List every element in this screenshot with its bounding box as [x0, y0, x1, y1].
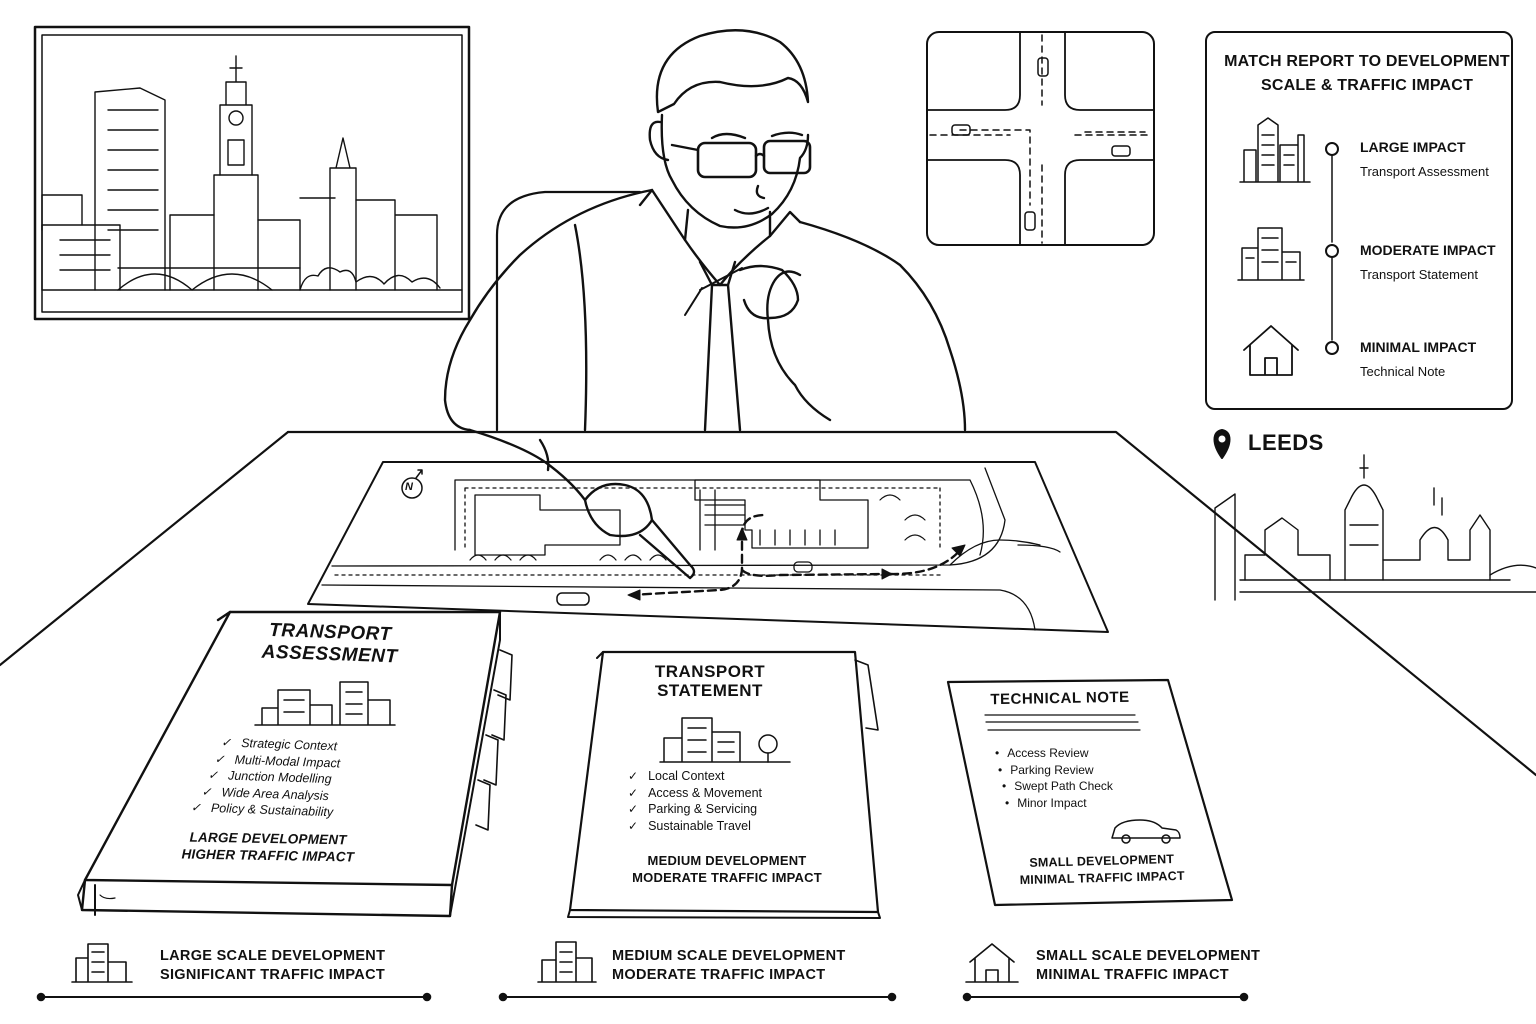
assessment-item: ✓ Junction Modelling [200, 767, 340, 788]
leeds-skyline [1215, 455, 1536, 600]
intersection-diagram [927, 32, 1154, 245]
technical-note-item: • Parking Review [995, 762, 1113, 779]
statement-checklist [628, 768, 762, 834]
legend-item-large-impact: LARGE IMPACT [1360, 139, 1466, 155]
assessment-title-line2: ASSESSMENT [261, 641, 398, 668]
house-icon [966, 944, 1018, 982]
assessment-title-line1: TRANSPORT [268, 619, 392, 646]
tall-buildings-icon [72, 944, 132, 982]
house-icon [1244, 326, 1298, 375]
legend-item-moderate-impact: MODERATE IMPACT [1360, 242, 1496, 258]
technical-note-item: • Access Review [995, 745, 1113, 762]
technical-note-caption-line1: SMALL DEVELOPMENT [1029, 852, 1175, 870]
assessment-item: ✓ Strategic Context [201, 734, 341, 755]
assessment-caption [148, 828, 389, 866]
statement-caption [607, 852, 847, 886]
framed-skyline-picture [35, 27, 469, 319]
technical-note-title: TECHNICAL NOTE [990, 688, 1130, 709]
scale-strip-large [160, 947, 385, 985]
statement-item: ✓ Local Context [628, 768, 762, 785]
scale-medium-line1: MEDIUM SCALE DEVELOPMENT [612, 948, 846, 964]
assessment-item: ✓ Wide Area Analysis [199, 783, 339, 804]
site-plan [308, 462, 1108, 632]
technical-note-item: • Swept Path Check [995, 778, 1113, 795]
tall-buildings-icon [255, 682, 395, 725]
legend-item-minimal-impact: MINIMAL IMPACT [1360, 339, 1477, 355]
car-icon [1112, 820, 1180, 843]
scale-strip-medium [612, 947, 846, 985]
technical-note-list [995, 745, 1113, 811]
statement-item: ✓ Parking & Servicing [628, 801, 762, 818]
assessment-caption-line2: HIGHER TRAFFIC IMPACT [181, 846, 355, 865]
technical-note-caption [1002, 850, 1203, 889]
scale-large-line1: LARGE SCALE DEVELOPMENT [160, 948, 386, 964]
legend-title: MATCH REPORT TO DEVELOPMENT SCALE & TRAFFIC IMPACT [1224, 53, 1510, 94]
statement-caption-line1: MEDIUM DEVELOPMENT [647, 853, 807, 868]
map-pin-icon [1215, 430, 1230, 458]
statement-item: ✓ Sustainable Travel [628, 818, 762, 835]
scale-small-line2: MINIMAL TRAFFIC IMPACT [1036, 967, 1229, 983]
legend-item-minimal-report: Technical Note [1360, 364, 1446, 379]
assessment-caption-line1: LARGE DEVELOPMENT [189, 829, 347, 848]
legend-item-moderate-report: Transport Statement [1360, 267, 1479, 282]
scale-strip-small [1036, 947, 1260, 985]
chair [497, 192, 640, 430]
scale-large-line2: SIGNIFICANT TRAFFIC IMPACT [160, 967, 386, 983]
tall-buildings-icon [1240, 118, 1310, 182]
technical-note-item: • Minor Impact [995, 795, 1113, 812]
mid-buildings-icon [660, 718, 790, 762]
north-label: N [405, 481, 413, 493]
desk [0, 432, 1536, 775]
statement-item: ✓ Access & Movement [628, 785, 762, 802]
technical-note-caption-line2: MINIMAL TRAFFIC IMPACT [1019, 868, 1185, 888]
statement-title-block [610, 662, 810, 700]
statement-title-line2: STATEMENT [657, 681, 763, 700]
statement-caption-line2: MODERATE TRAFFIC IMPACT [632, 870, 822, 885]
assessment-checklist [199, 734, 341, 821]
mid-buildings-icon [1238, 228, 1304, 280]
assessment-item: ✓ Policy & Sustainability [191, 799, 339, 821]
location-label: LEEDS [1248, 430, 1324, 455]
scale-medium-line2: MODERATE TRAFFIC IMPACT [612, 967, 826, 983]
legend-item-large-report: Transport Assessment [1360, 164, 1489, 179]
statement-title-line1: TRANSPORT [654, 662, 766, 681]
assessment-item: ✓ Multi-Modal Impact [200, 750, 340, 771]
mid-buildings-icon [538, 942, 596, 982]
scale-small-line1: SMALL SCALE DEVELOPMENT [1036, 948, 1261, 964]
